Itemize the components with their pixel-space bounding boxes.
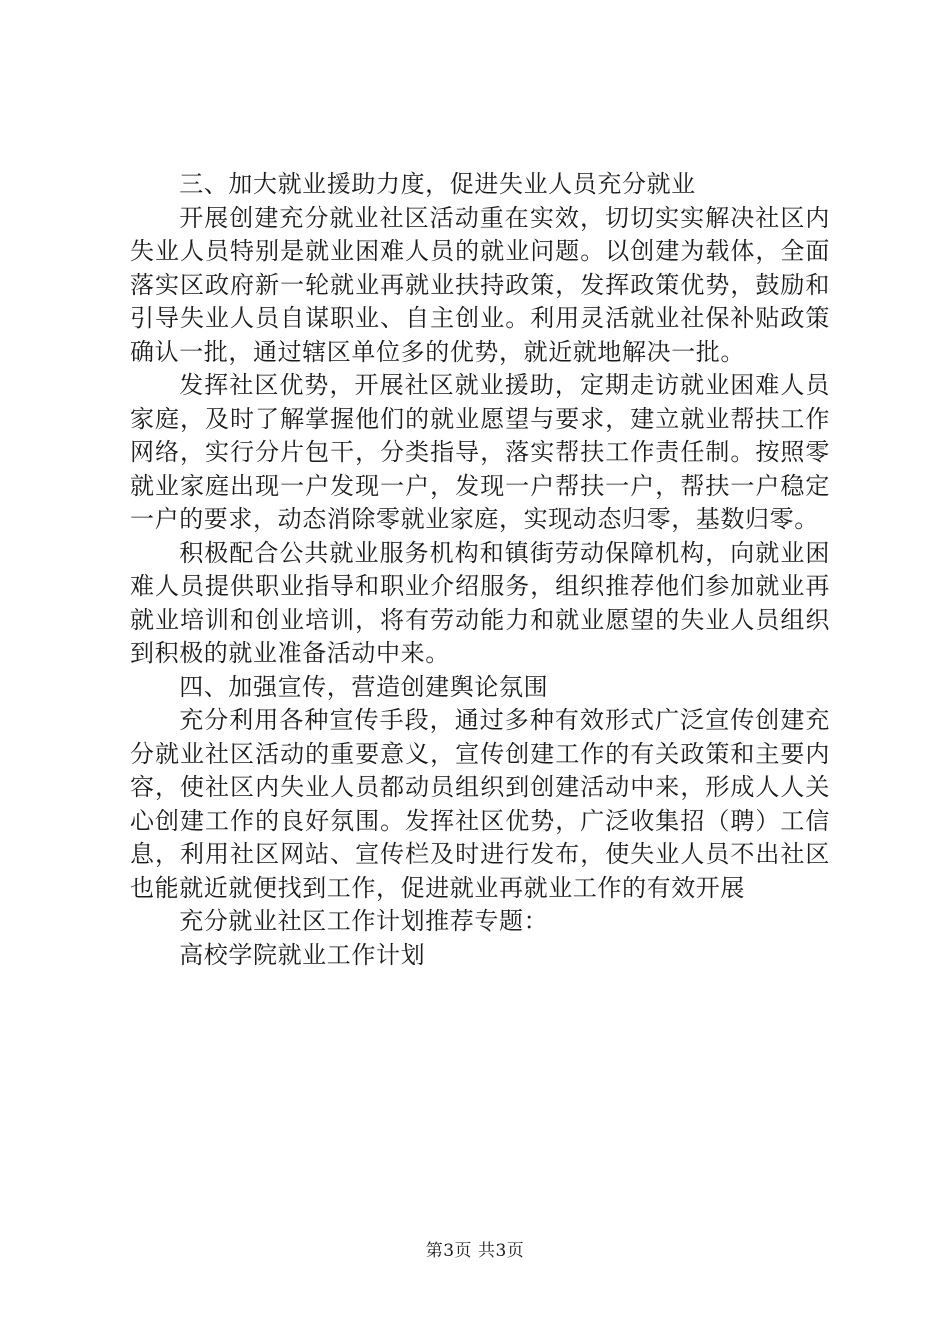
paragraph: 开展创建充分就业社区活动重在实效，切切实实解决社区内失业人员特别是就业困难人员的就业问题。以创建为载体，全面落实区政府新一轮就业再就业扶持政策，发挥政策优势，鼓励和引导失业人员自谋职业、自主创业。利用灵活就业社保补贴政策确认一批，通过辖区单位多的优势，就近就地解决一批。 <box>130 203 830 366</box>
paragraph: 积极配合公共就业服务机构和镇街劳动保障机构，向就业困难人员提供职业指导和职业介绍服务，组织推荐他们参加就业再就业培训和创业培训，将有劳动能力和就业愿望的失业人员组织到积极的就业准备活动中来。 <box>130 538 830 667</box>
paragraph: 发挥社区优势，开展社区就业援助，定期走访就业困难人员家庭，及时了解掌握他们的就业愿望与要求，建立就业帮扶工作网络，实行分片包干，分类指导，落实帮扶工作责任制。按照零就业家庭出现一户发现一户，发现一户帮扶一户，帮扶一户稳定一户的要求，动态消除零就业家庭，实现动态归零，基数归零。 <box>130 371 830 533</box>
paragraph: 充分利用各种宣传手段，通过多种有效形式广泛宣传创建充分就业社区活动的重要意义，宣传创建工作的有关政策和主要内容，使社区内失业人员都动员组织到创建活动中来，形成人人关心创建工作的良好氛围。发挥社区优势，广泛收集招（聘）工信息，利用社区网站、宣传栏及时进行发布，使失业人员不出社区也能就近就便找到工作，促进就业再就业工作的有效开展 <box>130 706 830 902</box>
document-body <box>130 168 830 972</box>
page-number: 第3页 共3页 <box>425 1241 525 1261</box>
recommend-topic-item: 高校学院就业工作计划 <box>179 940 426 969</box>
section-heading-3: 三、加大就业援助力度，促进失业人员充分就业 <box>179 170 696 198</box>
section-heading-4: 四、加强宣传，营造创建舆论氛围 <box>179 672 549 701</box>
recommend-topic-label: 充分就业社区工作计划推荐专题： <box>179 907 549 935</box>
